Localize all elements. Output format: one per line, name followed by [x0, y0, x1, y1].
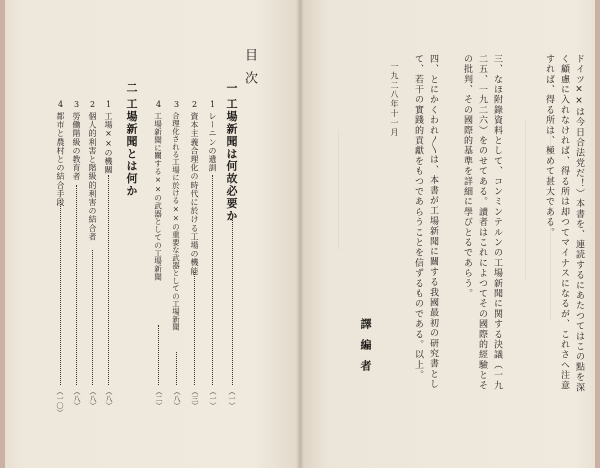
- page-number: （一）: [209, 388, 217, 409]
- toc-item: レーニンの遺訓: [208, 112, 217, 173]
- page-number: （八）: [89, 388, 97, 409]
- item-number: 1: [208, 100, 217, 110]
- date-line: 一九二八年十一月: [390, 62, 399, 138]
- page-edge: [595, 0, 600, 468]
- toc-item: 都市と農村との結合手段: [56, 112, 65, 207]
- right-page: [300, 0, 600, 468]
- chapter-heading: 工場新聞とは何か: [125, 98, 138, 198]
- toc-title: 目次: [242, 48, 257, 94]
- item-number: 2: [88, 100, 97, 110]
- toc-item: 工場新聞に關する××の武器としての工場新聞: [153, 112, 163, 281]
- toc-item: 資本主義合理化の時代に於ける工場の機能: [190, 112, 199, 276]
- item-number: 2: [190, 100, 199, 110]
- leader-dots: [212, 175, 213, 385]
- item-number: 3: [72, 100, 81, 110]
- leader-dots: [194, 272, 195, 385]
- page-number: （一〇）: [56, 388, 64, 416]
- preface-paragraph: 四、とにかくわれ〳〵は、本書が工場新聞に關する我國最初の研究書として、若干の實踐的貢獻をもつであらうことを信ずるものである。以上。: [413, 54, 438, 390]
- leader-dots: [76, 185, 77, 385]
- chapter-heading: 工場新聞は何故必要か: [225, 98, 238, 222]
- translator-signature: 譯編者: [359, 318, 372, 381]
- item-number: 3: [172, 100, 181, 110]
- page-number: （二）: [155, 388, 163, 409]
- book-gutter: [296, 0, 304, 468]
- chapter-number: 二: [125, 82, 138, 95]
- toc-item: 個人的利害と階級的利害の結合者: [88, 112, 97, 241]
- chapter-number: 一: [225, 82, 238, 95]
- toc-item: 勞働階級の教育者: [72, 112, 81, 181]
- page-number: （三）: [191, 388, 199, 409]
- page-number: （一）: [228, 388, 236, 409]
- toc-item: 合理化される工場に於ける××の重要な武器としての工場新聞: [171, 112, 181, 331]
- item-number: 4: [56, 100, 65, 110]
- page-edge: [0, 0, 5, 468]
- leader-dots: [60, 200, 61, 385]
- leader-dots: [176, 352, 177, 385]
- page-number: （八）: [173, 388, 181, 409]
- leader-dots: [92, 250, 93, 385]
- leader-dots: [232, 215, 233, 385]
- show-through: [338, 130, 352, 250]
- item-number: 1: [104, 100, 113, 110]
- item-number: 4: [154, 100, 163, 110]
- preface-paragraph: 三、なほ附錄資料として、コンミンテルンの工場新聞に関する決議（一九二五、一九二六）をのせてある。讀者はこれによつてその國際的經驗とその批判、その國際的基準を詳細に學びとるであらう。: [462, 54, 502, 391]
- toc-item: 工場××の機關: [104, 112, 113, 175]
- page-number: （八）: [105, 388, 113, 409]
- preface-paragraph: ドイツ××は今日合法党だ！）本書を、連読するにあたつてはこの點を深く顧慮に入れなければ、得る所は却つてマイナスになるが、これさへ注意すれば、得る所は、極めて甚大である。: [544, 54, 584, 393]
- leader-dots: [108, 175, 109, 385]
- leader-dots: [158, 325, 159, 385]
- page-number: （八）: [73, 388, 81, 409]
